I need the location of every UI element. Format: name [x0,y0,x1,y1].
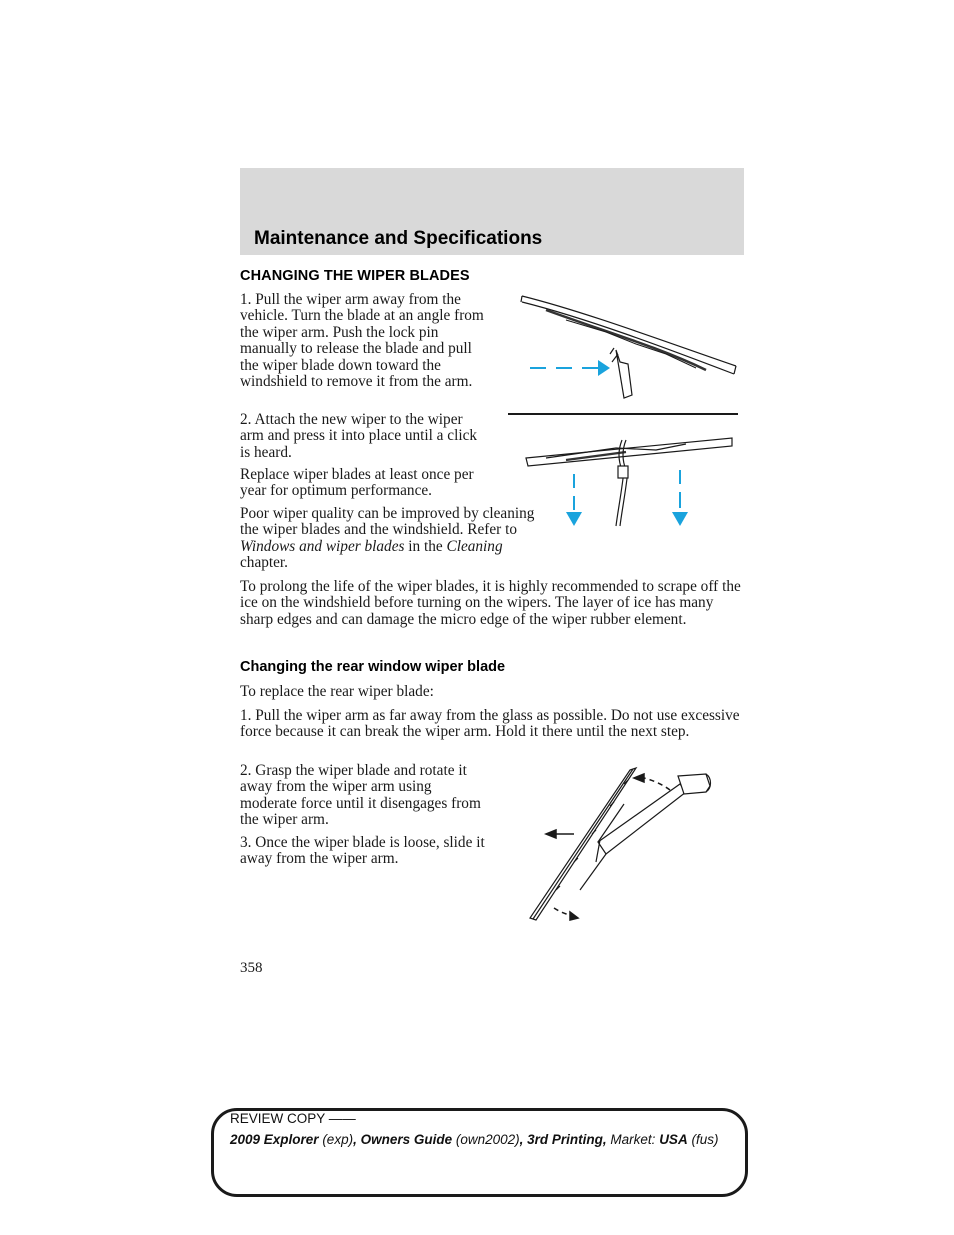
rotate-arrow-icon [634,774,670,790]
rear-step-3: 3. Once the wiper blade is loose, slide it away from the wiper arm. [240,834,485,868]
ice-note: To prolong the life of the wiper blades, it is highly recommended to scrape off the ice on the windshield before turning on the wipers. The layer of ice has many sharp edges and can damage the micro edge of the wiper rubber element. [240,578,741,628]
footer-model-code: (exp) [318,1132,354,1147]
footer-market-label: Market: [606,1132,660,1147]
wiper-blade-angled [521,296,736,398]
rear-wiper-subheading: Changing the rear window wiper blade [240,659,506,675]
quality-note-text-b: in the [404,537,447,555]
front-wiper-figure [506,290,742,530]
front-step-1: 1. Pull the wiper arm away from the vehicle. Turn the blade at an angle from the wiper arm. Push the lock pin manually to release the blade and pull the wiper blade down toward the windshield to remove it from the arm. [240,291,484,391]
wiper-blade-flat [526,438,732,526]
footer-publication-info [230,1130,735,1149]
page-title: Maintenance and Specifications [254,228,543,249]
rear-step-2: 2. Grasp the wiper blade and rotate it away from the wiper arm using moderate force until it disengages from the wiper arm. [240,762,481,829]
front-step-2: 2. Attach the new wiper to the wiper arm and press it into place until a click is heard. [240,411,478,461]
quality-note-text-c: chapter. [240,554,288,572]
footer-market: USA [659,1132,688,1147]
quality-note-link-windows: Windows and wiper blades [240,537,405,555]
push-arrow-icon [530,360,610,376]
footer-guide: , Owners Guide [353,1132,453,1147]
footer-printing: , 3rd Printing, [519,1132,607,1147]
footer-market-code: (fus) [687,1132,719,1147]
footer-model: 2009 Explorer [230,1132,319,1147]
down-arrow-left-icon [566,474,582,526]
rear-wiper-arm [580,774,711,890]
quality-note-link-cleaning: Cleaning [446,537,503,555]
slide-arrow-down-icon [554,908,578,920]
footer-review-copy: REVIEW COPY —— [230,1111,356,1126]
rear-step-1: 1. Pull the wiper arm as far away from the glass as possible. Do not use excessive force because it can break the wiper arm. Hold it there until the next step. [240,707,740,741]
replace-note: Replace wiper blades at least once per year for optimum performance. [240,466,474,500]
rear-wiper-blade [530,768,636,920]
quality-note [240,506,540,572]
footer-guide-code: (own2002) [452,1132,520,1147]
page-number: 358 [240,960,263,976]
rear-intro: To replace the rear wiper blade: [240,683,434,700]
rear-wiper-figure [520,762,720,928]
quality-note-text-a: Poor wiper quality can be improved by cleaning the wiper blades and the windshield. Refer to [240,505,535,539]
slide-arrow-left-icon [546,830,574,838]
down-arrow-right-icon [672,470,688,526]
section-title: CHANGING THE WIPER BLADES [240,268,470,284]
